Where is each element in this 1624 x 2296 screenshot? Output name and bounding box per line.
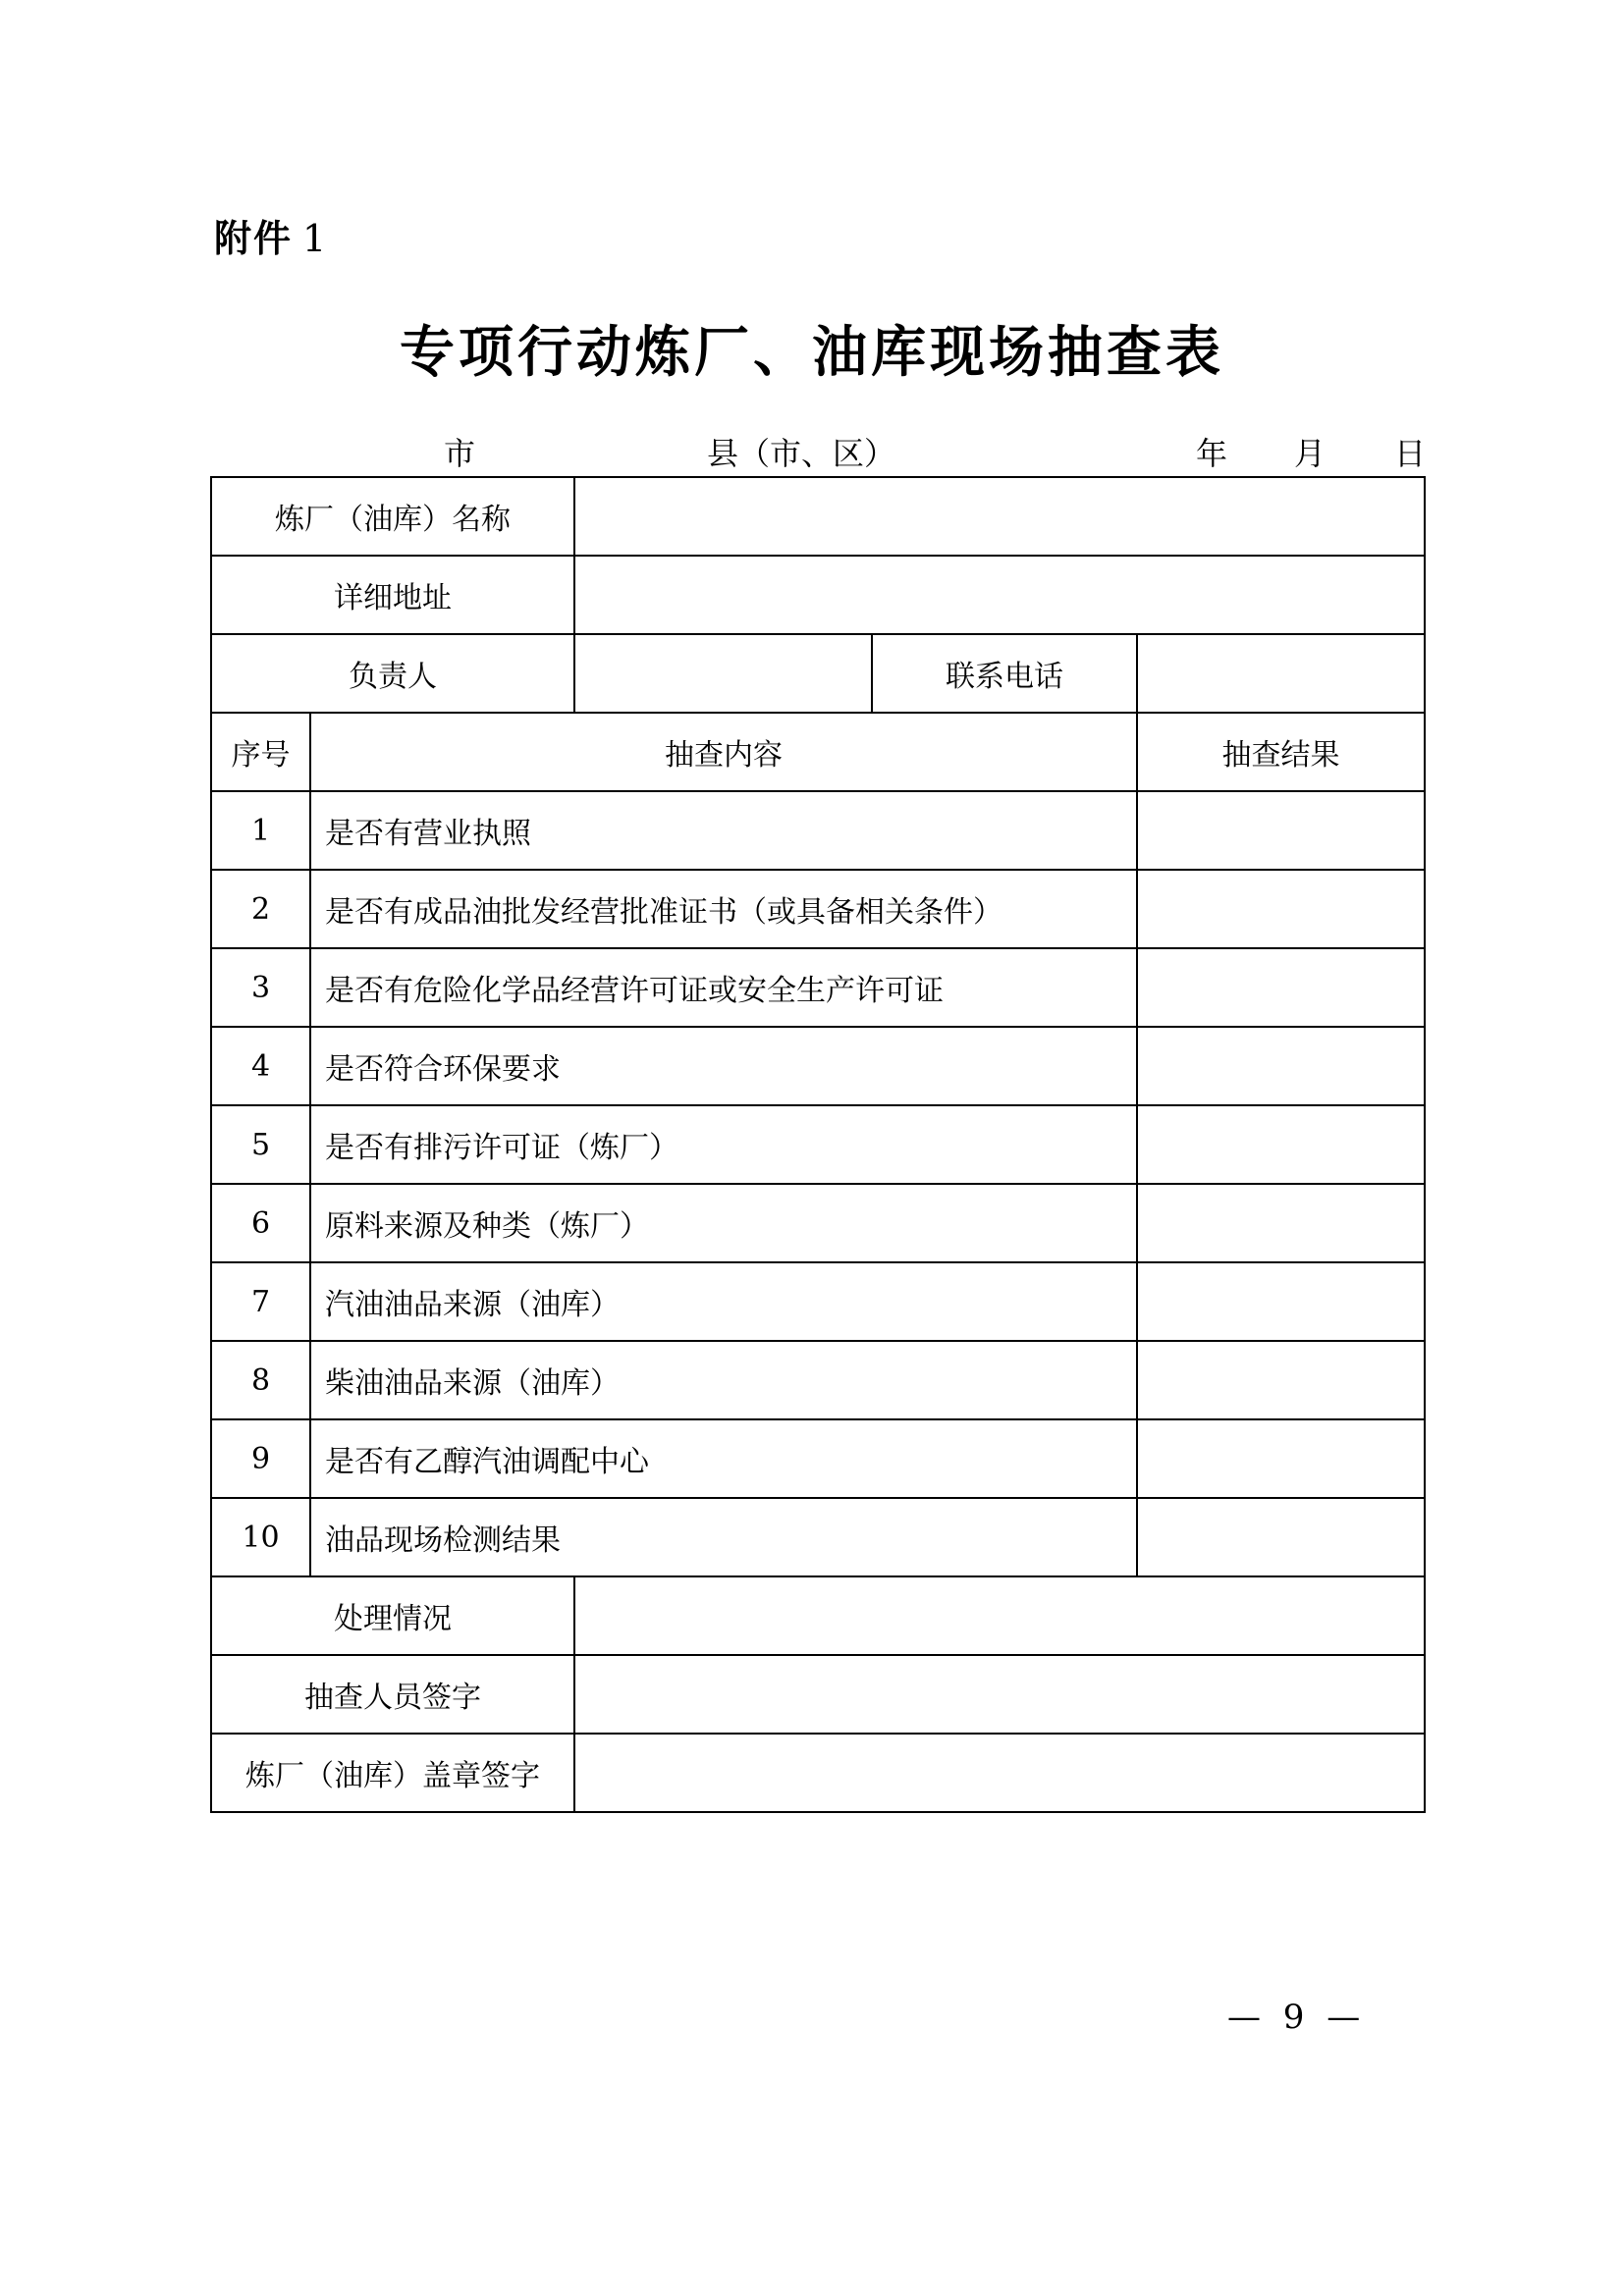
table-row bbox=[211, 1184, 1425, 1262]
address-field[interactable] bbox=[574, 556, 1425, 634]
row-result-field[interactable] bbox=[1137, 1027, 1425, 1105]
handling-field[interactable] bbox=[574, 1576, 1425, 1655]
seal-signature-row bbox=[211, 1734, 1425, 1812]
inspector-label: 抽查人员签字 bbox=[211, 1655, 574, 1734]
county-label: 县（市、区） bbox=[707, 435, 896, 472]
seal-signature-field[interactable] bbox=[574, 1734, 1425, 1812]
row-content: 是否有成品油批发经营批准证书（或具备相关条件） bbox=[310, 870, 1137, 948]
name-field[interactable] bbox=[574, 477, 1425, 556]
table-row bbox=[211, 1341, 1425, 1419]
row-result-field[interactable] bbox=[1137, 791, 1425, 870]
address-row bbox=[211, 556, 1425, 634]
table-row bbox=[211, 1105, 1425, 1184]
table-row bbox=[211, 791, 1425, 870]
seal-label: 炼厂（油库）盖章签字 bbox=[211, 1734, 574, 1812]
table-row bbox=[211, 1419, 1425, 1498]
responsible-label: 负责人 bbox=[211, 634, 574, 713]
row-no: 9 bbox=[211, 1419, 310, 1498]
row-no: 4 bbox=[211, 1027, 310, 1105]
row-no: 1 bbox=[211, 791, 310, 870]
contact-row bbox=[211, 634, 1425, 713]
row-result-field[interactable] bbox=[1137, 1419, 1425, 1498]
table-row bbox=[211, 870, 1425, 948]
inspector-signature-field[interactable] bbox=[574, 1655, 1425, 1734]
row-no: 5 bbox=[211, 1105, 310, 1184]
row-no: 10 bbox=[211, 1498, 310, 1576]
row-content: 汽油油品来源（油库） bbox=[310, 1262, 1137, 1341]
name-row bbox=[211, 477, 1425, 556]
month-label: 月 bbox=[1294, 435, 1326, 472]
row-content: 是否有危险化学品经营许可证或安全生产许可证 bbox=[310, 948, 1137, 1027]
row-content: 油品现场检测结果 bbox=[310, 1498, 1137, 1576]
attachment-label bbox=[214, 208, 328, 262]
row-result-field[interactable] bbox=[1137, 948, 1425, 1027]
row-no: 3 bbox=[211, 948, 310, 1027]
row-no: 8 bbox=[211, 1341, 310, 1419]
row-result-field[interactable] bbox=[1137, 1262, 1425, 1341]
table-row bbox=[211, 948, 1425, 1027]
row-no: 7 bbox=[211, 1262, 310, 1341]
year-label: 年 bbox=[1196, 435, 1228, 472]
row-no: 6 bbox=[211, 1184, 310, 1262]
table-row bbox=[211, 1262, 1425, 1341]
col-result-header: 抽查结果 bbox=[1137, 713, 1425, 791]
inspector-signature-row bbox=[211, 1655, 1425, 1734]
day-label: 日 bbox=[1394, 435, 1427, 472]
row-content: 是否有营业执照 bbox=[310, 791, 1137, 870]
row-no: 2 bbox=[211, 870, 310, 948]
row-content: 原料来源及种类（炼厂） bbox=[310, 1184, 1137, 1262]
row-result-field[interactable] bbox=[1137, 1184, 1425, 1262]
page-title: 专项行动炼厂、油库现场抽查表 bbox=[400, 321, 1224, 385]
phone-field[interactable] bbox=[1137, 634, 1425, 713]
page-number: — 9 — bbox=[1227, 1998, 1367, 2037]
row-content: 是否符合环保要求 bbox=[310, 1027, 1137, 1105]
inspection-form bbox=[210, 476, 1426, 1813]
address-label: 详细地址 bbox=[211, 556, 574, 634]
date-line bbox=[0, 429, 1624, 472]
table-row bbox=[211, 1027, 1425, 1105]
handling-row bbox=[211, 1576, 1425, 1655]
phone-label: 联系电话 bbox=[872, 634, 1137, 713]
row-content: 是否有乙醇汽油调配中心 bbox=[310, 1419, 1137, 1498]
table-row bbox=[211, 1498, 1425, 1576]
row-content: 柴油油品来源（油库） bbox=[310, 1341, 1137, 1419]
row-result-field[interactable] bbox=[1137, 1498, 1425, 1576]
attachment-label-text: 附件 bbox=[214, 216, 294, 260]
name-label: 炼厂（油库）名称 bbox=[211, 477, 574, 556]
row-content: 是否有排污许可证（炼厂） bbox=[310, 1105, 1137, 1184]
row-result-field[interactable] bbox=[1137, 1341, 1425, 1419]
handling-label: 处理情况 bbox=[211, 1576, 574, 1655]
check-header-row bbox=[211, 713, 1425, 791]
responsible-field[interactable] bbox=[574, 634, 872, 713]
attachment-number: 1 bbox=[302, 217, 329, 260]
city-label: 市 bbox=[444, 435, 476, 472]
col-no-header: 序号 bbox=[211, 713, 310, 791]
row-result-field[interactable] bbox=[1137, 870, 1425, 948]
col-content-header: 抽查内容 bbox=[310, 713, 1137, 791]
row-result-field[interactable] bbox=[1137, 1105, 1425, 1184]
